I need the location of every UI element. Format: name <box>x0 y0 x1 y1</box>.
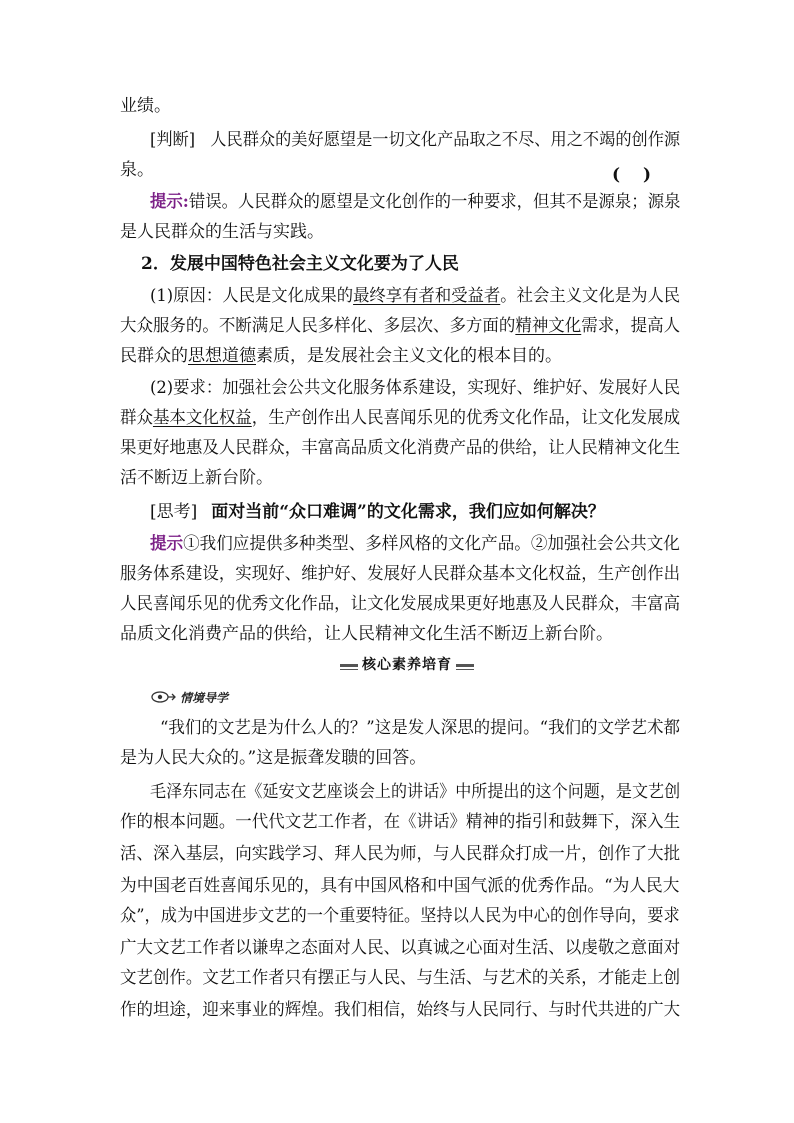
underlined-term: 基本文化权益 <box>152 408 252 428</box>
section-banner <box>340 656 474 674</box>
situation-icon <box>150 690 176 704</box>
hint-line <box>150 192 680 212</box>
judgement-text: 人民群众的美好愿望是一切文化产品取之不尽、用之不竭的创作源 <box>210 130 681 150</box>
underlined-term: 最终享有者和受益者 <box>353 286 501 306</box>
text-line: 众”，成为中国进步文艺的一个重要特征。坚持以人民为中心的创作导向，要求 <box>120 906 680 926</box>
situation-label <box>150 688 228 706</box>
text-span: 。社会主义文化是为人民 <box>500 286 681 306</box>
section-heading: 2．发展中国特色社会主义文化要为了人民 <box>141 254 459 274</box>
text-span: 大众服务的。不断满足人民多样化、多层次、多方面的 <box>120 316 516 336</box>
text-line: (2)要求：加强社会公共文化服务体系建设，实现好、维护好、发展好人民 <box>150 378 681 398</box>
text-line: 毛泽东同志在《延安文艺座谈会上的讲话》中所提出的这个问题，是文艺创 <box>150 782 681 802</box>
text-line: 品质文化消费产品的供给，让人民精神文化生活不断迈上新台阶。 <box>120 624 613 644</box>
text-line: 为中国老百姓喜闻乐见的，具有中国风格和中国气派的优秀作品。“为人民大 <box>120 876 680 896</box>
text-span: 群众 <box>120 408 153 428</box>
text-line: 人民喜闻乐见的优秀文化作品，让文化发展成果更好地惠及人民群众，丰富高 <box>120 594 681 614</box>
text-line: 业绩。 <box>120 96 171 116</box>
thinking-line <box>150 502 605 522</box>
text-line: “我们的文艺是为什么人的？”这是发人深思的提问。“我们的文学艺术都 <box>160 718 680 738</box>
underlined-term: 思想道德 <box>188 346 256 366</box>
hint-tag: 提示 <box>150 534 184 554</box>
text-line <box>120 408 680 428</box>
judgement-tag: [判断] <box>150 130 196 150</box>
section-banner-title: 核心素养培育 <box>358 656 456 674</box>
text-span: 民群众的 <box>120 346 188 366</box>
text-span: (1)原因：人民是文化成果的 <box>150 286 354 306</box>
text-line <box>120 316 680 336</box>
hint-text: 错误。人民群众的愿望是文化创作的一种要求，但其不是源泉；源泉 <box>188 192 681 212</box>
text-line: 活、深入基层，向实践学习、拜人民为师，与人民群众打成一片，创作了大批 <box>120 844 681 864</box>
answer-parentheses: ( ) <box>612 165 652 185</box>
underlined-term: 精神文化 <box>515 316 582 336</box>
hint-tag: 提示: <box>150 192 189 212</box>
judgement-line <box>150 130 680 150</box>
text-line: 广大文艺工作者以谦卑之态面对人民、以真诚之心面对生活、以虔敬之意面对 <box>120 938 681 958</box>
text-line: 作的坦途，迎来事业的辉煌。我们相信，始终与人民同行、与时代共进的广大 <box>120 1000 681 1020</box>
text-span: ①我们应提供多种类型、多样风格的文化产品。②加强社会公共文化 <box>183 534 680 554</box>
text-line <box>150 286 680 306</box>
text-span: ，生产创作出人民喜闻乐见的优秀文化作品，让文化发展成 <box>251 408 681 428</box>
text-span: 素质，是发展社会主义文化的根本目的。 <box>256 346 562 366</box>
text-line: 是为人民大众的。”这是振聋发聩的回答。 <box>120 748 427 768</box>
text-line: 泉。 <box>120 160 154 180</box>
hint-line <box>150 534 680 554</box>
text-line: 服务体系建设，实现好、维护好、发展好人民群众基本文化权益，生产创作出 <box>120 564 681 584</box>
text-line: 果更好地惠及人民群众，丰富高品质文化消费产品的供给，让人民精神文化生 <box>120 438 681 458</box>
text-line: 是人民群众的生活与实践。 <box>120 222 324 242</box>
thinking-tag: [思考] <box>150 502 198 522</box>
text-line: 文艺创作。文艺工作者只有摆正与人民、与生活、与艺术的关系，才能走上创 <box>120 968 681 988</box>
thinking-text: 面对当前“众口难调”的文化需求，我们应如何解决？ <box>211 502 605 522</box>
text-span: 需求，提高人 <box>581 316 681 336</box>
situation-text: 情境导学 <box>180 690 229 705</box>
text-line <box>120 346 562 366</box>
text-line: 作的根本问题。一代代文艺工作者，在《讲话》精神的指引和鼓舞下，深入生 <box>120 812 681 832</box>
text-line: 活不断迈上新台阶。 <box>120 468 273 488</box>
